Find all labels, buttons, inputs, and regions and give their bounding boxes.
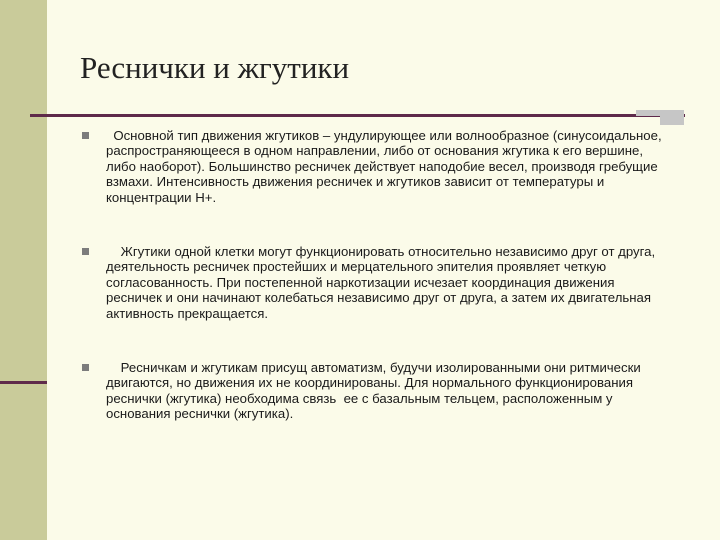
bullet-text: Основной тип движения жгутиков – ундулирующее или волнообразное (синусоидальное, распространяющееся в одном направлении, либо от основания жгутика к его вершине, либо наоборот). Большинство ресничек действует наподобие весел, производя гребущие взмахи. Интенсивность движения ресничек и жгутиков зависит от температуры и концентрации Н+. (106, 128, 666, 205)
bullet-text: Ресничкам и жгутикам присущ автоматизм, будучи изолированными они ритмически двигаются, но движения их не координированы. Для нормального функционирования реснички (жгутика) необходима связь ее с базальным тельцем, расположенным у основания реснички (жгутика). (106, 360, 645, 422)
title-divider (30, 114, 685, 117)
bullet-square-icon (82, 248, 89, 255)
bullet-square-icon (82, 364, 89, 371)
bullet-square-icon (82, 132, 89, 139)
slide-title: Реснички и жгутики (80, 50, 350, 85)
side-band-accent-line (0, 381, 47, 384)
divider-accent-right (660, 110, 684, 125)
bullet-text: Жгутики одной клетки могут функционировать относительно независимо друг от друга, деятельность ресничек простейших и мерцательного эпителия проявляет четкую согласованность. При постепенной наркотизации исчезает координация движения ресничек и они начинают колебаться независимо друг от друга, а затем их двигательная активность прекращается. (106, 244, 659, 321)
divider-accent-left (636, 110, 660, 116)
side-band (0, 0, 47, 540)
